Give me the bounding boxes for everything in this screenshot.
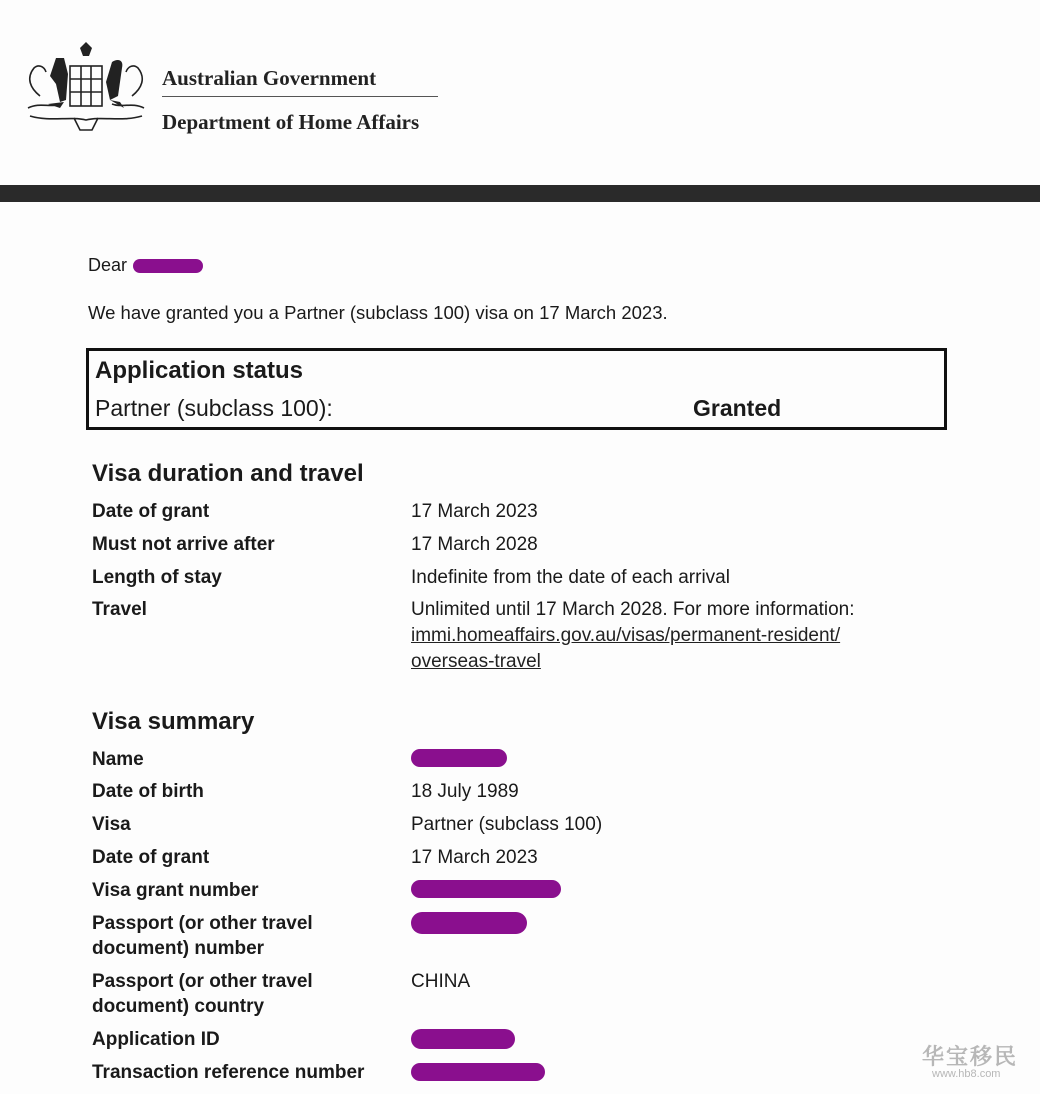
row-value [411, 911, 931, 934]
header-rule [0, 185, 1040, 202]
row-label-line-1: Passport (or other travel [92, 913, 313, 934]
watermark-logo: 华宝移民 [922, 1044, 1019, 1069]
row-value [411, 747, 931, 767]
salutation [88, 255, 203, 276]
redacted-name-value [411, 749, 507, 767]
row-label: Visa [92, 814, 131, 835]
row-label: Transaction reference number [92, 1062, 365, 1083]
application-status-box [86, 348, 947, 430]
travel-info-link[interactable]: immi.homeaffairs.gov.au/visas/permanent-resident/ [411, 625, 841, 646]
status-value: Granted [693, 395, 782, 421]
row-value [411, 597, 931, 675]
status-visa-label: Partner (subclass 100): [95, 395, 333, 421]
travel-info-link-continued[interactable]: overseas-travel [411, 651, 541, 672]
row-label: Travel [92, 599, 147, 620]
redacted-transaction-reference [411, 1063, 545, 1081]
redacted-passport-number [411, 912, 527, 934]
redacted-application-id [411, 1029, 515, 1049]
coat-of-arms-icon [20, 38, 152, 136]
row-label: Name [92, 749, 144, 770]
row-value: CHINA [411, 971, 471, 992]
department-name: Department of Home Affairs [162, 110, 420, 134]
row-value [411, 1027, 931, 1049]
row-label: Visa grant number [92, 880, 259, 901]
row-value: Partner (subclass 100) [411, 814, 603, 835]
redacted-name [133, 259, 203, 273]
travel-text: Unlimited until 17 March 2028. For more information: [411, 599, 855, 620]
duration-section-title: Visa duration and travel [92, 460, 364, 487]
row-label: Date of birth [92, 781, 204, 802]
row-value [411, 1060, 931, 1081]
row-value: 17 March 2023 [411, 501, 538, 522]
letterhead-divider [162, 96, 438, 97]
summary-section-title: Visa summary [92, 708, 255, 735]
row-label-line-2: document) country [92, 996, 265, 1017]
row-label: Date of grant [92, 501, 210, 522]
salutation-text: Dear [88, 255, 128, 275]
row-label: Length of stay [92, 567, 222, 588]
row-value: Indefinite from the date of each arrival [411, 567, 730, 588]
row-label: Application ID [92, 1029, 220, 1050]
grant-notice: We have granted you a Partner (subclass 100) visa on 17 March 2023. [88, 302, 668, 323]
government-name: Australian Government [162, 66, 377, 90]
row-label-line-1: Passport (or other travel [92, 971, 313, 992]
status-title: Application status [95, 357, 304, 384]
row-value: 17 March 2028 [411, 534, 538, 555]
row-value: 17 March 2023 [411, 847, 538, 868]
watermark-url: www.hb8.com [932, 1068, 1001, 1080]
row-label-line-2: document) number [92, 938, 265, 959]
row-label: Date of grant [92, 847, 210, 868]
row-label [92, 911, 392, 961]
redacted-grant-number [411, 880, 561, 898]
row-value [411, 878, 931, 898]
letterhead [0, 0, 1040, 185]
row-label: Must not arrive after [92, 534, 275, 555]
row-label [92, 969, 392, 1019]
row-value: 18 July 1989 [411, 781, 519, 802]
